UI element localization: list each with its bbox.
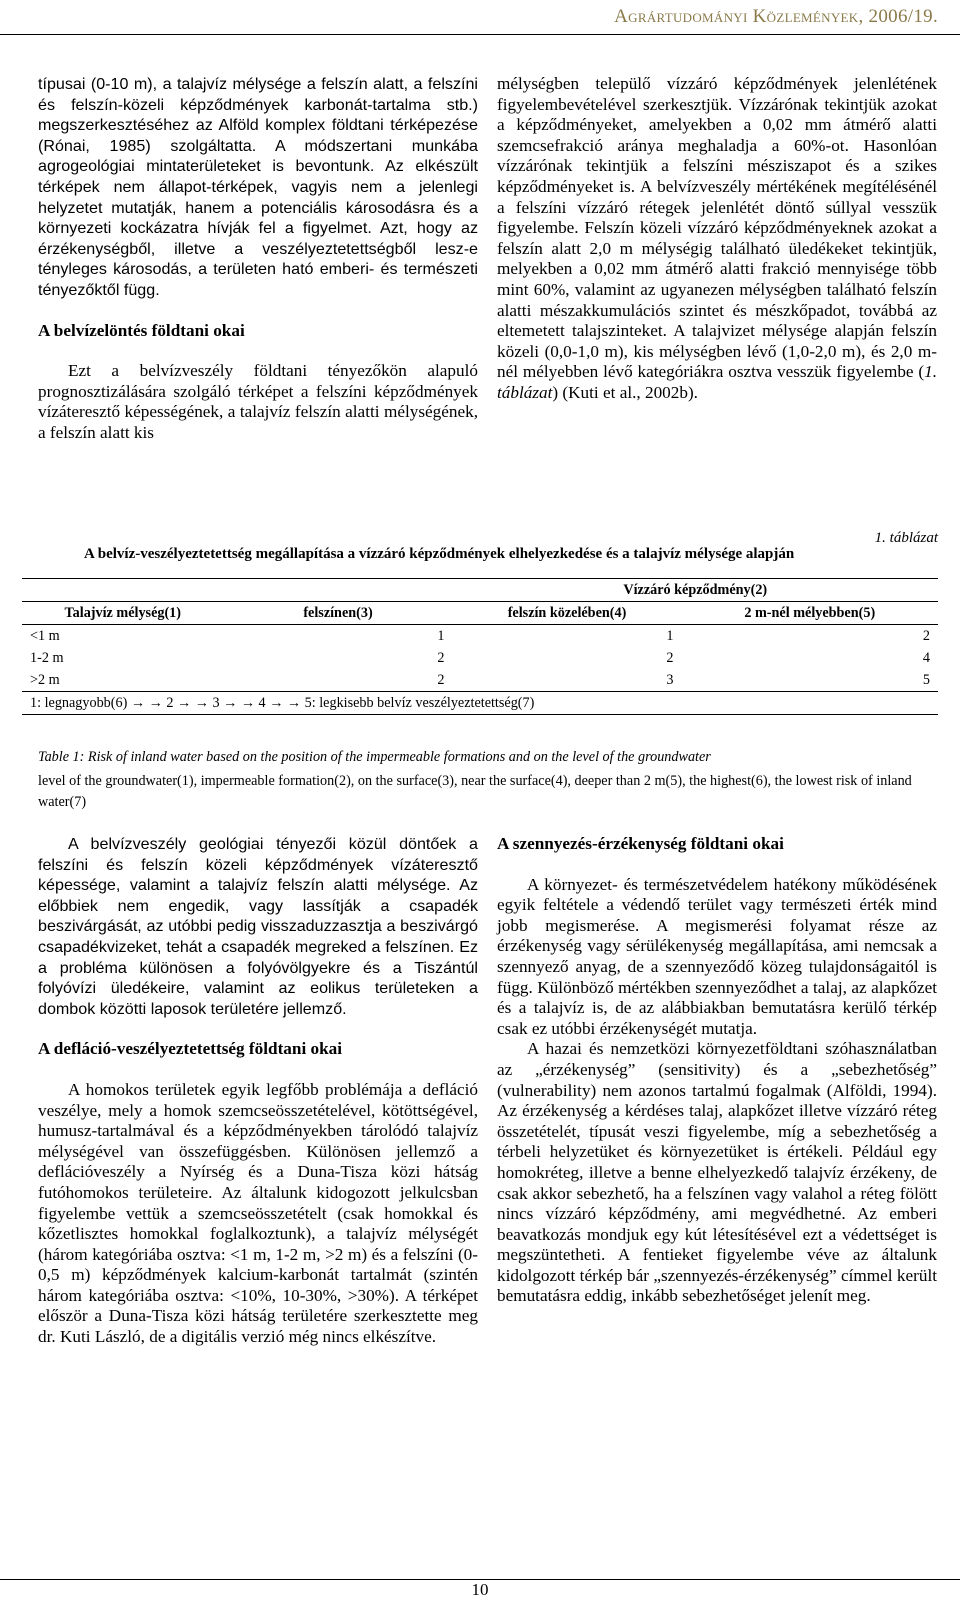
column-header: felszínen(3) (224, 602, 453, 625)
table-cell: 4 (922, 649, 930, 666)
paragraph: A homokos területek egyik legfőbb problémája a defláció veszélye, mely a homok szemcseösszetételével, kötöttségével, humusz-tartalmával és a képződményekben tárolódó talajvíz mélységével van összefüggésben. Különösen jellemző a deflációveszély a Nyírség és a Duna-Tisza közi hátság futóhomokos területeire. Az általunk kidogozott jelkulcsban figyelembe vettük a szemcseösszetételt (csak homokkal és kőzetlisztes homokkal foglalkoztunk), a talajvíz mélységét (három kategóriába osztva: <1 m, 1-2 m, >2 m) és a felszíni (0-0,5 m) képződmények kalcium-karbonát tartalmát (szintén három kategóriába osztva: <10%, 10-30%, >30%). A térképet először a Duna-Tisza közi hátság területére szerkesztette meg dr. Kuti László, de a digitális verzió még nincs elkészítve. (38, 1079, 478, 1347)
table-title: A belvíz-veszélyeztetettség megállapítása a vízzáró képződmények elhelyezkedése és a talajvíz mélysége alapján (84, 546, 795, 562)
paragraph: típusai (0-10 m), a talajvíz mélysége a felszín alatt, a felszíni és felszín-közeli képződmények karbonát-tartalma stb.) megszerkesztéséhez az Alföld komplex földtani térképezése (Rónai, 1985) szolgáltatta. A módszertani munkába agrogeológiai mintaterületeket is bevontunk. Az elkészült térképek nem állapot-térképek, vagyis nem a jelenlegi helyzetet mutatják, hanem a potenciális károsodásra és a környezeti kockázatra hívják fel a figyelmet. Azt, hogy az érzékenységből, illetve a veszélyeztetettségből lesz-e tényleges károsodás, a területen ható emberi- és természeti tényezőktől függ. (38, 75, 478, 299)
column-header: 2 m-nél mélyebben(5) (682, 602, 938, 625)
paragraph (497, 74, 937, 404)
table-row (22, 669, 938, 692)
page-header (0, 0, 960, 35)
table-row (22, 625, 938, 648)
column-header: Talajvíz mélység(1) (22, 602, 224, 625)
table-legend: 1: legnagyobb(6) → → 2 → → 3 → → 4 → → 5: legkisebb belvíz veszélyeztetettség(7) (22, 692, 682, 715)
table-number: 1. táblázat (874, 530, 938, 546)
table-cell: 3 (453, 669, 682, 692)
table-reference: 1. táblázat (497, 362, 937, 402)
paragraph: A hazai és nemzetközi környezetföldtani szóhasználatban az „érzékenység” (sensitivity) és a „sebezhetőség” (vulnerability) nem azonos tartalmú fogalmak (Alföldi, 1994). Az érzékenység a kérdéses talaj, alapkőzet illetve vízzáró réteg összetételét, típusát veszi figyelembe, míg a sebezhetőség a térbeli helyzetüket és környezetüket is értékeli. Például egy homokréteg, illetve a benne elhelyezkedő talajvíz érzékeny, de csak akkor sebezhető, ha a felszínen vagy valahol a réteg fölött nincs vízzáró képződmény, ami megvédhetné. Az emberi beavatkozás mondjuk egy kút létesítésével ezt a védettséget is megszüntetheti. A fentieket figyelembe véve az általunk kidolgozott térkép bár „szennyezés-érzékenység” címmel került bemutatásra eddig, inkább sebezhetőséget jelenít meg. (497, 1039, 937, 1306)
paragraph-text: ) (Kuti et al., 2002b). (552, 382, 698, 402)
paragraph: A belvízveszély geológiai tényezői közül döntőek a felszíni és felszín közeli képződmények vízáteresztő képessége, valamint a talajvíz felszín alatti mélysége. Az előbbiek nem engedik, vagy lassítják a csapadék beszivárgását, az utóbbi pedig visszaduzzasztja a beszivárgó csapadékvizeket, tehát a csapadék megreked a felszínen. Ez a probléma különösen a folyóvölgyekre és a Tiszántúl folyóvízi üledékeire, valamint az eolikus területeken a dombok közötti laposok területére jellemző. (38, 835, 478, 1018)
section-heading: A szennyezés-érzékenység földtani okai (497, 834, 784, 853)
table-caption-english: Table 1: Risk of inland water based on the position of the impermeable formations and on the level of the groundwater (38, 749, 711, 765)
table-cell: 2 (437, 649, 445, 666)
table-cell: 2 (922, 627, 930, 644)
table-cell: 2 (224, 669, 453, 692)
paragraph: Ezt a belvízveszély földtani tényezőkön alapuló prognosztizálására szolgáló térképet a felszíni képződmények vízáteresztő képességének, a talajvíz felszín alatti mélységének, a felszín alatt kis (38, 361, 478, 442)
table-header-empty (22, 579, 453, 602)
table-group-header-row (22, 579, 938, 602)
section-heading: A belvízelöntés földtani okai (38, 320, 245, 340)
table-cell: 1-2 m (30, 649, 64, 666)
table-cell: 2 (666, 649, 674, 666)
journal-title: Agrártudományi Közlemények, 2006/19. (614, 6, 938, 27)
table-cell: >2 m (22, 669, 224, 692)
table-row (22, 647, 938, 669)
table-legend-row (22, 692, 938, 715)
right-column-top (497, 74, 937, 404)
section-heading: A defláció-veszélyeztetettség földtani okai (38, 1039, 343, 1059)
results-table (22, 578, 938, 715)
left-column-bottom (38, 834, 478, 1348)
table-cell: 1 (437, 627, 445, 644)
table-cell: 5 (682, 669, 938, 692)
table-cell: <1 m (30, 627, 60, 644)
right-column-bottom (497, 834, 937, 1307)
table-group-header: Vízzáró képződmény(2) (453, 579, 938, 602)
paragraph: A környezet- és természetvédelem hatékony működésének egyik feltétele a védendő terület vagy természeti érték mind jobb megismerése. A megismerési folyamat része az érzékenység vagy sérülékenység megállapítása, ami nemcsak a szennyező anyag, de a szennyeződő közeg tulajdonságaitól is függ. Különböző mértékben szennyeződhet a talaj, az alapkőzet és a talajvíz is, de az alábbiakban bemutatásra kerülő térkép csak ez utóbbi érzékenységét mutatja. (497, 874, 937, 1038)
table-cell-empty (682, 692, 938, 715)
table-translation: level of the groundwater(1), impermeable formation(2), on the surface(3), near the surface(4), deeper than 2 m(5), the highest(6), the lowest risk of inland water(7) (38, 773, 912, 810)
page-number: 10 (0, 1579, 960, 1604)
table-cell: 1 (666, 627, 674, 644)
table-column-header-row (22, 602, 938, 625)
left-column-top (38, 74, 478, 444)
column-header: felszín közelében(4) (453, 602, 682, 625)
paragraph-text: mélységben települő vízzáró képződmények jelenlétének figyelembevételével szerkesztjük. Vízzárónak tekintjük azokat a képződményeket, amelyekben a 0,02 mm átmérő alatti szemcsefrakció aránya meghaladja a 60%-ot. Hasonlóan vízzárónak tekintjük a felszíni mésziszapot és a szikes képződményeket is. A belvízveszély mértékének megítélésénél a felszíni vízzáró rétegek jelenlétét döntő súllyal vesszük figyelembe. Felszín közeli vízzáró képződményeknek azokat a felszín alatt 2,0 m mélységig található üledékeket tekintjük, melyekben a 0,02 mm átmérő alatti frakció mennyisége több mint 60%, valamint az ugyanezen mélységben található felszín alatti mészakkumulációs szintet és mészkőpadot, továbbá az eltemetett talajszinteket. A talajvizet mélysége alapján felszín közeli (0,0-1,0 m), kis mélységben lévő (1,0-2,0 m), és 2,0 m-nél mélyebben lévő kategóriákra osztva vesszük figyelembe ( (497, 74, 937, 382)
